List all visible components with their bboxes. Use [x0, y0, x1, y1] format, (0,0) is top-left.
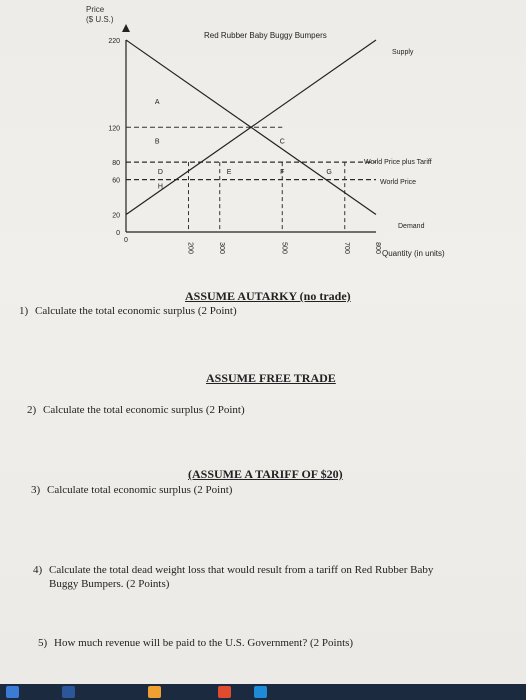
question-4-number: 4) [33, 564, 43, 576]
y-tick-label-20: 20 [112, 212, 120, 220]
question-2-text: Calculate the total economic surplus (2 Point) [43, 404, 245, 416]
series-label-supply: Supply [392, 49, 414, 56]
region-label-b: B [154, 138, 160, 146]
question-4 [33, 563, 433, 591]
x-tick-label-700: 700 [342, 242, 350, 254]
y-tick-label-220: 220 [108, 38, 120, 45]
word-icon[interactable] [62, 686, 75, 698]
question-5 [38, 636, 353, 650]
y-tick-label-80: 80 [112, 160, 120, 168]
region-label-e: E [226, 168, 232, 176]
question-3 [31, 483, 232, 497]
y-axis-label-line2: ($ U.S.) [86, 15, 114, 24]
taskbar [0, 684, 526, 700]
question-3-text: Calculate total economic surplus (2 Point) [47, 484, 233, 496]
y-tick-label-120: 120 [108, 125, 120, 133]
x-axis-label: Quantity (in units) [382, 249, 445, 258]
question-1-number: 1) [19, 305, 29, 317]
question-2 [27, 403, 245, 417]
chart-title: Red Rubber Baby Buggy Bumpers [204, 31, 327, 40]
region-label-a: A [154, 99, 160, 107]
region-label-d: D [157, 168, 163, 176]
edge-icon[interactable] [254, 686, 267, 698]
tariff-heading: (ASSUME A TARIFF OF $20) [188, 467, 343, 481]
y-axis-arrow [122, 24, 130, 32]
question-2-number: 2) [27, 404, 37, 416]
x-tick-label-800: 800 [374, 242, 381, 254]
free-trade-heading: ASSUME FREE TRADE [206, 371, 336, 385]
series-label-world-price: World Price [380, 179, 417, 186]
series-label-demand: Demand [398, 223, 425, 230]
question-1 [19, 304, 237, 318]
autarky-heading: ASSUME AUTARKY (no trade) [185, 289, 351, 303]
y-tick-label-0: 0 [116, 230, 120, 237]
store-icon[interactable] [148, 686, 161, 698]
supply-demand-chart [0, 0, 526, 290]
question-4-text-line1: Calculate the total dead weight loss that would result from a tariff on Red Rubber Baby [49, 564, 434, 576]
x-tick-label-300: 300 [217, 242, 225, 254]
question-5-number: 5) [38, 637, 48, 649]
series-label-world-price-plus-tariff: World Price plus Tariff [364, 159, 432, 166]
y-axis-label-line1: Price [86, 5, 105, 14]
region-label-g: G [326, 168, 332, 176]
question-5-text: How much revenue will be paid to the U.S. Government? (2 Points) [54, 637, 354, 649]
question-1-text: Calculate the total economic surplus (2 Point) [35, 305, 237, 317]
x-tick-label-200: 200 [186, 242, 194, 254]
x-tick-label-0: 0 [124, 237, 128, 244]
x-tick-label-500: 500 [280, 242, 288, 254]
region-label-h: H [157, 183, 163, 191]
region-label-c: C [279, 138, 285, 146]
question-3-number: 3) [31, 484, 41, 496]
windows-start-icon[interactable] [6, 686, 19, 698]
question-4-text-line2: Buggy Bumpers. (2 Points) [49, 578, 170, 590]
y-tick-label-60: 60 [112, 177, 120, 185]
chrome-icon[interactable] [218, 686, 231, 698]
region-label-f: F [280, 168, 285, 176]
